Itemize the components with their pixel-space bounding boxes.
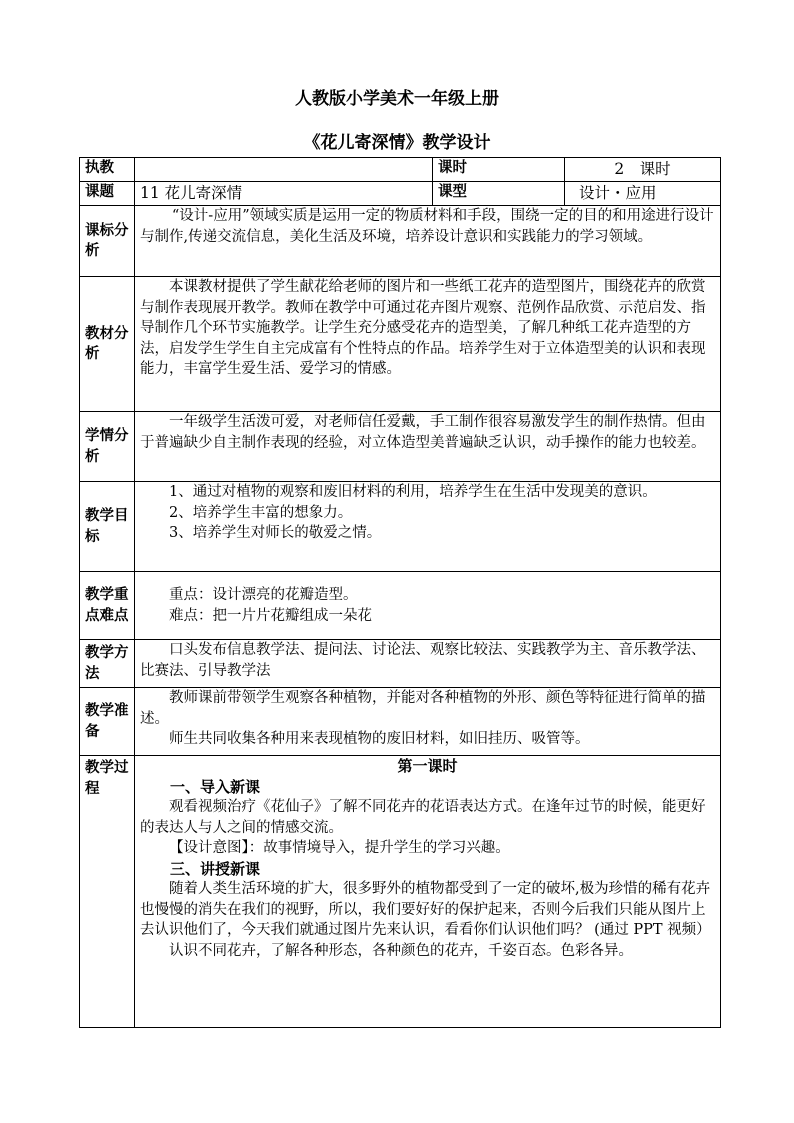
hours-label: 课时 <box>433 158 565 182</box>
students-text: 一年级学生活泼可爱，对老师信任爱戴，手工制作很容易激发学生的制作热情。但由于普遍缺少自主制作表现的经验，对立体造型美普遍缺乏认识，动手操作的能力也较差。 <box>140 414 706 451</box>
focus-label: 教学重点难点 <box>80 572 135 640</box>
row-process <box>80 756 721 1028</box>
students-content <box>135 412 721 482</box>
topic-value: 11 花儿寄深情 <box>135 182 433 206</box>
goal-item: 1、通过对植物的观察和废旧材料的利用，培养学生在生活中发现美的意识。 <box>169 484 657 500</box>
row-curriculum <box>80 206 721 277</box>
curriculum-text: “设计-应用”领域实质是运用一定的物质材料和手段，围绕一定的目的和用途进行设计与制作,传递交流信息，美化生活及环境，培养设计意识和实践能力的学习领域。 <box>140 208 714 245</box>
methods-content <box>135 640 721 688</box>
methods-label: 教学方法 <box>80 640 135 688</box>
teacher-value <box>135 158 433 182</box>
goals-content <box>135 482 721 572</box>
row-focus <box>80 572 721 640</box>
methods-text: 口头发布信息教学法、提问法、讨论法、观察比较法、实践教学为主、音乐教学法、比赛法、引导教学法 <box>140 642 706 679</box>
header-row-topic <box>80 182 721 206</box>
type-label: 课型 <box>433 182 565 206</box>
curriculum-label: 课标分析 <box>80 206 135 277</box>
part1-title: 一、导入新课 <box>170 777 261 796</box>
goal-item: 2、培养学生丰富的想象力。 <box>169 504 353 521</box>
material-text: 本课教材提供了学生献花给老师的图片和一些纸工花卉的造型图片，围绕花卉的欣赏与制作表现展开教学。教师在教学中可通过花卉图片观察、范例作品欣赏、示范启发、指导制作几个环节实施教学。让学生充分感受花卉的造型美，了解几种纸工花卉造型的方法，启发学生学生自主完成富有个性特点的作品。培养学生对于立体造型美的认识和表现能力，丰富学生爱生活、爱学习的情感。 <box>140 279 706 377</box>
document-title: 人教版小学美术一年级上册 <box>295 89 499 109</box>
material-label: 教材分析 <box>80 277 135 412</box>
process-label: 教学过程 <box>80 756 135 1028</box>
preparation-item: 师生共同收集各种用来表现植物的废旧材料，如旧挂历、吸管等。 <box>169 731 590 747</box>
row-material <box>80 277 721 412</box>
hours-value: 2 课时 <box>565 158 721 182</box>
design-intent: 【设计意图】：故事情境导入，提升学生的学习兴趣。 <box>169 840 510 856</box>
curriculum-content <box>135 206 721 277</box>
material-content <box>135 277 721 412</box>
header-row-teacher <box>80 158 721 182</box>
part3-text-1: 随着人类生活环境的扩大，很多野外的植物都受到了一定的破坏,极为珍惜的稀有花卉也慢慢的消失在我们的视野，所以，我们要好好的保护起来，否则今后我们只能从图片上去认识他们了，今天我们就通过图片先来认识，看看你们认识他们吗？ (通过 PPT 视频） <box>140 881 711 938</box>
focus-content <box>135 572 721 640</box>
part3-text-2: 认识不同花卉，了解各种形态，各种颜色的花卉，千姿百态。色彩各异。 <box>169 942 633 959</box>
row-methods <box>80 640 721 688</box>
lesson-title: 第一课时 <box>397 757 458 775</box>
preparation-label: 教学准备 <box>80 688 135 756</box>
part3-title: 三、讲授新课 <box>170 859 261 878</box>
goal-item: 3、培养学生对师长的敬爱之情。 <box>169 525 382 541</box>
preparation-item: 教师课前带领学生观察各种植物，并能对各种植物的外形、颜色等特征进行简单的描述。 <box>140 690 706 727</box>
type-value: 设计・应用 <box>565 182 721 206</box>
goals-label: 教学目标 <box>80 482 135 572</box>
part1-text: 观看视频治疗《花仙子》了解不同花卉的花语表达方式。在逢年过节的时候，能更好的表达人与人之间的情感交流。 <box>140 799 706 836</box>
teacher-label: 执教 <box>80 158 135 182</box>
students-label: 学情分析 <box>80 412 135 482</box>
row-students <box>80 412 721 482</box>
process-content <box>135 756 721 1028</box>
topic-label: 课题 <box>80 182 135 206</box>
lesson-plan-table <box>79 157 721 1028</box>
preparation-content <box>135 688 721 756</box>
document-subtitle: 《花儿寄深情》教学设计 <box>303 133 491 153</box>
focus-key: 重点：设计漂亮的花瓣造型。 <box>169 587 358 603</box>
focus-difficulty: 难点：把一片片花瓣组成一朵花 <box>169 607 372 624</box>
row-preparation <box>80 688 721 756</box>
row-goals <box>80 482 721 572</box>
